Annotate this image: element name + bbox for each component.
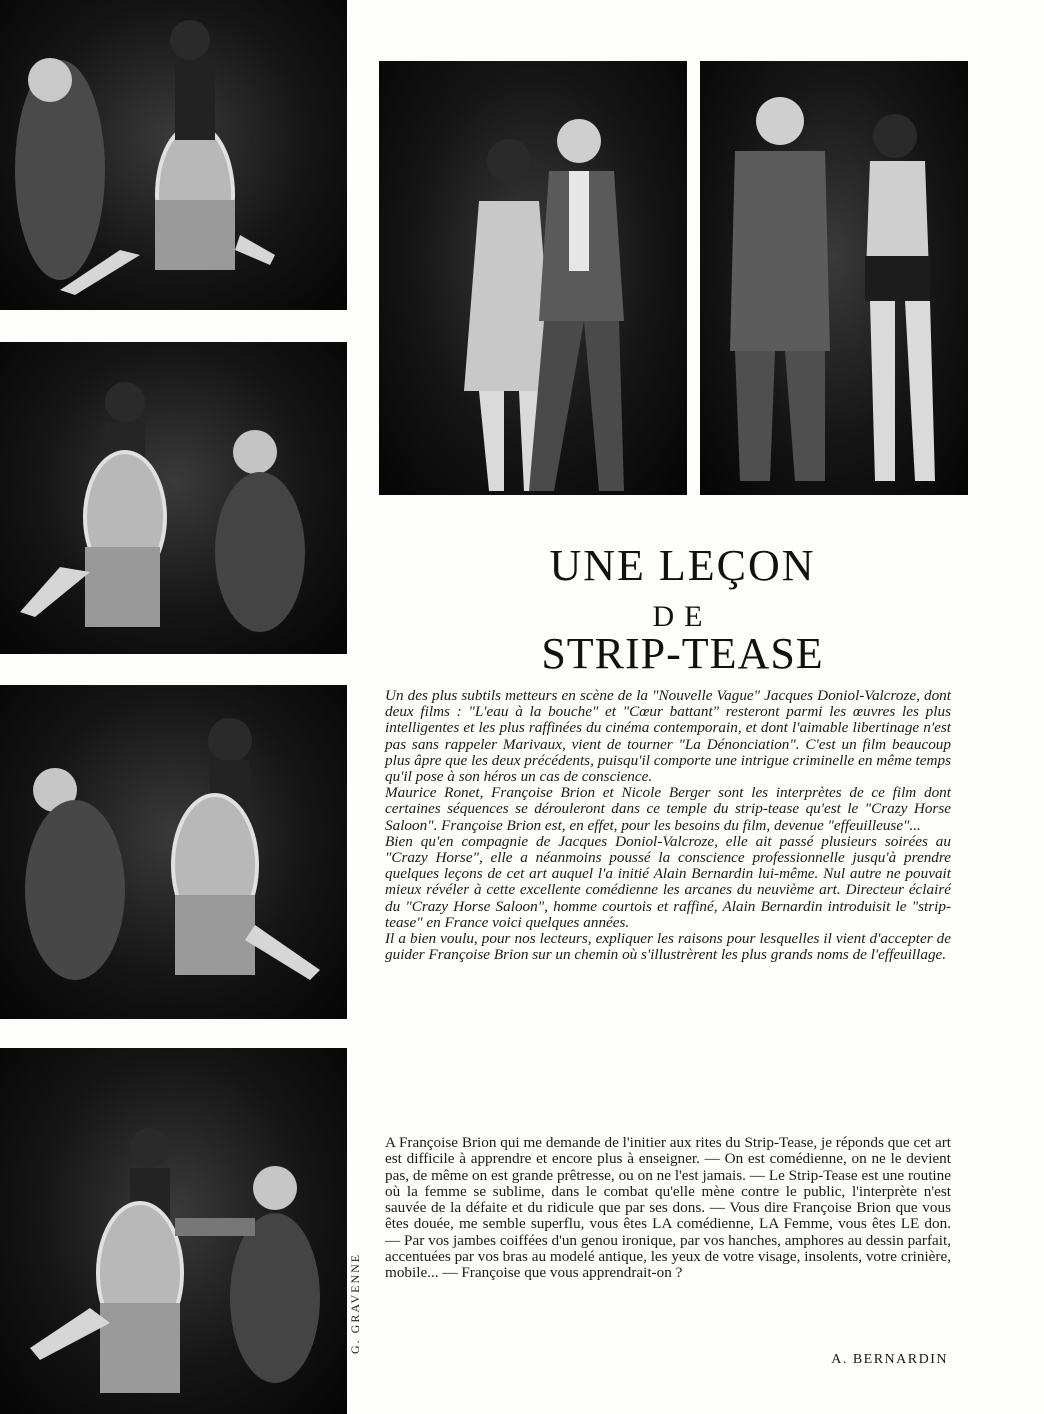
intro-paragraph: Bien qu'en compagnie de Jacques Doniol-Valcroze, elle ait passé plusieurs soirées au "Crazy Horse", elle a néanmoins poussé la conscience professionnelle jusqu'à prendre quelques leçons de cet art auquel l'a initié Alain Bernardin lui-même. Nul autre ne pouvait mieux révéler à cette excellente comédienne les arcanes du neuvième art. Directeur éclairé du "Crazy Horse Saloon", homme courtois et raffiné, Alain Bernardin introduisit le "strip-tease" en France voici quelques années. xyxy=(385,832,951,931)
article-title-line-1: UNE LEÇON xyxy=(549,541,816,590)
photo-chair-scene-3 xyxy=(0,685,347,1019)
intro-paragraph: Maurice Ronet, Françoise Brion et Nicole Berger sont les interprètes de ce film dont certaines séquences se dérouleront dans ce temple du strip-tease qu'est le "Crazy Horse Saloon". Françoise Brion est, en effet, pour les besoins du film, devenue "effeuilleuse"... xyxy=(385,784,951,834)
photo-lesson-scene xyxy=(700,61,968,495)
intro-paragraph: Un des plus subtils metteurs en scène de la "Nouvelle Vague" Jacques Doniol-Valcroze, dont deux films : "L'eau à la bouche" et "Cœur battant" resteront parmi les œuvres les plus intelligentes et les plus raffinées du cinéma contemporain, et dont l'aimable libertinage n'est pas sans rappeler Marivaux, vient de tourner "La Dénonciation". C'est un film beaucoup plus âpre que les deux précédents, puisqu'il comporte une intrigue criminelle en même temps qu'il pose à son héros un cas de conscience. xyxy=(385,687,951,786)
author-signature: A. BERNARDIN xyxy=(831,1352,948,1367)
photo-chair-scene-2 xyxy=(0,342,347,654)
article-title-line-2: DE xyxy=(652,600,713,633)
article-body: A Françoise Brion qui me demande de l'initier aux rites du Strip-Tease, je réponds que cet art est difficile à apprendre et encore plus à enseigner. — On est comédienne, on ne le devient pas, de même on est grande prêtresse, ou on ne l'est jamais. — Le Strip-Tease est une routine où la femme se sublime, dans le combat qu'elle mène contre le public, l'interprète n'est sauvée de la défaite et du ridicule que par ses dons. — Vous dire Françoise Brion que vous êtes douée, me semble superflu, vous êtes LA comédienne, LA Femme, vous êtes LE don. — Par vos jambes coiffées d'un genou ironique, par vos hanches, amphores au dessin parfait, accentuées par vos bras au modelé antique, les yeux de votre visage, insolents, votre crinière, mobile... — Françoise que vous apprendrait-on ? xyxy=(385,1134,951,1282)
article-title-line-3: STRIP-TEASE xyxy=(541,629,824,678)
photo-chair-scene-1 xyxy=(0,0,347,310)
photo-dance-scene xyxy=(379,61,687,495)
photo-credit: G. GRAVENNE xyxy=(348,1252,362,1354)
photo-chair-scene-4 xyxy=(0,1048,347,1414)
intro-paragraph: Il a bien voulu, pour nos lecteurs, expliquer les raisons pour lesquelles il vient d'accepter de guider Françoise Brion sur un chemin où s'illustrèrent les plus grands noms de l'effeuillage. xyxy=(385,930,951,964)
article-intro xyxy=(385,688,951,963)
